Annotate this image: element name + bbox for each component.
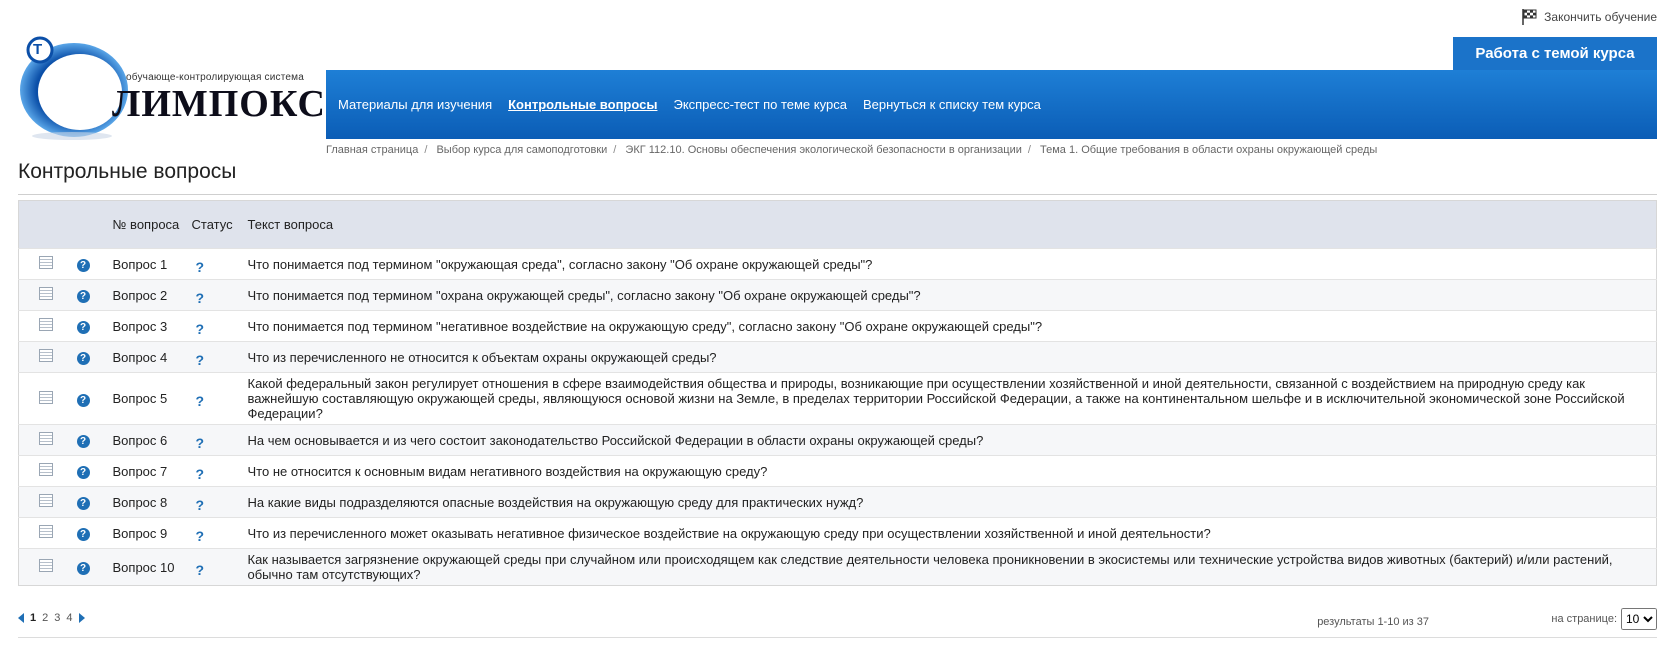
status-cell <box>186 549 242 586</box>
question-text[interactable]: Что понимается под термином "охрана окружающей среды", согласно закону "Об охране окружающей среды"? <box>242 280 1657 311</box>
status-cell <box>186 342 242 373</box>
help-cell <box>69 518 107 549</box>
view-question-icon[interactable] <box>39 256 53 269</box>
nav-study-materials[interactable]: Материалы для изучения <box>338 97 493 112</box>
question-number: Вопрос 7 <box>107 456 186 487</box>
view-question-icon[interactable] <box>39 525 53 538</box>
question-text[interactable]: Какой федеральный закон регулирует отношения в сфере взаимодействия общества и природы, возникающие при осуществлении хозяйственной и иной деятельности, связанной с воздействием на природную среду как важнейшую составляющую окружающей среды, являющуюся основой жизни на Земле, в пределах территории Российской Федерации, а также на континентальном шельфе и в исключительной экономической зоне Российской Федерации? <box>242 373 1657 425</box>
per-page-control <box>1551 608 1657 630</box>
question-number: Вопрос 8 <box>107 487 186 518</box>
view-question-icon[interactable] <box>39 463 53 476</box>
table-row <box>19 342 1657 373</box>
help-icon[interactable]: ? <box>77 435 90 448</box>
view-cell <box>19 373 69 425</box>
question-text[interactable]: Как называется загрязнение окружающей среды при случайном или происходящем как следствие деятельности человека проникновении в экосистемы или технические устройства видов животных (бактерий) и/или растений, обычно там отсутствующих? <box>242 549 1657 586</box>
view-cell <box>19 249 69 280</box>
table-row <box>19 549 1657 586</box>
help-icon[interactable]: ? <box>77 562 90 575</box>
status-unanswered-icon: ? <box>195 561 205 578</box>
view-question-icon[interactable] <box>39 432 53 445</box>
status-unanswered-icon: ? <box>195 320 205 337</box>
status-unanswered-icon: ? <box>195 393 205 409</box>
breadcrumb-home[interactable]: Главная страница <box>326 144 419 156</box>
table-row <box>19 280 1657 311</box>
question-text[interactable]: Что понимается под термином "негативное воздействие на окружающую среду", согласно закону "Об охране окружающей среды"? <box>242 311 1657 342</box>
bottom-divider <box>18 637 1657 638</box>
help-cell <box>69 342 107 373</box>
help-cell <box>69 487 107 518</box>
view-cell <box>19 518 69 549</box>
help-icon[interactable]: ? <box>77 352 90 365</box>
prev-page-icon[interactable] <box>18 613 24 623</box>
header-help-col <box>69 201 107 249</box>
table-row <box>19 249 1657 280</box>
question-number: Вопрос 9 <box>107 518 186 549</box>
status-cell <box>186 311 242 342</box>
table-row <box>19 456 1657 487</box>
view-cell <box>19 456 69 487</box>
view-question-icon[interactable] <box>39 349 53 362</box>
question-number: Вопрос 4 <box>107 342 186 373</box>
table-row <box>19 518 1657 549</box>
question-number: Вопрос 5 <box>107 373 186 425</box>
results-count: результаты 1-10 из 37 <box>1317 616 1429 628</box>
status-cell <box>186 280 242 311</box>
view-cell <box>19 549 69 586</box>
header-text: Текст вопроса <box>242 201 1657 249</box>
question-text[interactable]: На какие виды подразделяются опасные воздействия на окружающую среду для практических нужд? <box>242 487 1657 518</box>
view-question-icon[interactable] <box>39 287 53 300</box>
help-cell <box>69 311 107 342</box>
breadcrumb-separator: / <box>424 144 428 156</box>
question-text[interactable]: Что из перечисленного может оказывать негативное физическое воздействие на окружающую среду при осуществлении хозяйственной и иной деятельности? <box>242 518 1657 549</box>
title-divider <box>18 194 1657 195</box>
logo-letter: Т <box>33 41 43 58</box>
breadcrumb-course-select[interactable]: Выбор курса для самоподготовки <box>436 144 608 156</box>
question-number: Вопрос 1 <box>107 249 186 280</box>
help-cell <box>69 280 107 311</box>
status-unanswered-icon: ? <box>195 289 205 306</box>
status-unanswered-icon: ? <box>195 351 205 368</box>
help-icon[interactable]: ? <box>77 321 90 334</box>
question-text[interactable]: Что из перечисленного не относится к объектам охраны окружающей среды? <box>242 342 1657 373</box>
help-icon[interactable]: ? <box>77 394 90 407</box>
question-number: Вопрос 2 <box>107 280 186 311</box>
status-cell <box>186 518 242 549</box>
nav-back-to-topics[interactable]: Вернуться к списку тем курса <box>862 97 1041 112</box>
help-icon[interactable]: ? <box>77 528 90 541</box>
help-cell <box>69 425 107 456</box>
status-cell <box>186 487 242 518</box>
view-cell <box>19 487 69 518</box>
status-cell <box>186 456 242 487</box>
nav-express-test[interactable]: Экспресс-тест по теме курса <box>673 97 847 112</box>
logo-subtitle: обучающе-контролирующая система <box>126 72 305 83</box>
view-cell <box>19 280 69 311</box>
page-title: Контрольные вопросы <box>18 160 237 183</box>
finish-training-link[interactable] <box>1520 8 1657 26</box>
header-view-col <box>19 201 69 249</box>
view-question-icon[interactable] <box>39 318 53 331</box>
breadcrumb-topic: Тема 1. Общие требования в области охраны окружающей среды <box>1040 144 1378 156</box>
view-cell <box>19 311 69 342</box>
question-text[interactable]: Что понимается под термином "окружающая среда", согласно закону "Об охране окружающей среды"? <box>242 249 1657 280</box>
finish-training-label: Закончить обучение <box>1544 10 1657 24</box>
status-cell <box>186 373 242 425</box>
page-link-1[interactable]: 1 <box>30 612 37 624</box>
main-nav <box>326 70 1657 139</box>
header-number: № вопроса <box>107 201 186 249</box>
question-number: Вопрос 10 <box>107 549 186 586</box>
table-header-row <box>19 201 1657 249</box>
pagination <box>18 612 85 624</box>
question-text[interactable]: Что не относится к основным видам негативного воздействия на окружающую среду? <box>242 456 1657 487</box>
view-question-icon[interactable] <box>39 559 53 572</box>
table-row <box>19 311 1657 342</box>
next-page-icon[interactable] <box>79 613 85 623</box>
table-row <box>19 425 1657 456</box>
view-question-icon[interactable] <box>39 494 53 507</box>
help-icon[interactable]: ? <box>77 290 90 303</box>
status-unanswered-icon: ? <box>195 527 205 544</box>
table-row <box>19 373 1657 425</box>
view-question-icon[interactable] <box>39 391 53 404</box>
checkered-flag-icon <box>1520 8 1540 26</box>
help-icon[interactable]: ? <box>77 259 90 272</box>
breadcrumb-separator: / <box>613 144 617 156</box>
course-topic-tab[interactable]: Работа с темой курса <box>1453 37 1657 70</box>
logo-name: ЛИМПОКС <box>112 83 326 125</box>
question-number: Вопрос 3 <box>107 311 186 342</box>
per-page-select[interactable] <box>1621 608 1657 630</box>
page-link-3[interactable]: 3 <box>54 612 61 624</box>
nav-control-questions[interactable]: Контрольные вопросы <box>508 97 658 112</box>
status-cell <box>186 249 242 280</box>
status-unanswered-icon: ? <box>195 258 205 275</box>
view-cell <box>19 425 69 456</box>
status-cell <box>186 425 242 456</box>
questions-table <box>18 200 1657 586</box>
status-unanswered-icon: ? <box>195 465 205 482</box>
question-text[interactable]: На чем основывается и из чего состоит законодательство Российской Федерации в области охраны окружающей среды? <box>242 425 1657 456</box>
status-unanswered-icon: ? <box>195 496 205 513</box>
table-row <box>19 487 1657 518</box>
help-cell <box>69 549 107 586</box>
breadcrumb-separator: / <box>1027 144 1031 156</box>
page-link-4[interactable]: 4 <box>66 612 73 624</box>
page-link-2[interactable]: 2 <box>42 612 49 624</box>
help-icon[interactable]: ? <box>77 466 90 479</box>
breadcrumb <box>326 144 1377 156</box>
help-icon[interactable]: ? <box>77 497 90 510</box>
help-cell <box>69 456 107 487</box>
per-page-label: на странице: <box>1551 613 1617 625</box>
breadcrumb-course[interactable]: ЭКГ 112.10. Основы обеспечения экологической безопасности в организации <box>625 144 1022 156</box>
view-cell <box>19 342 69 373</box>
help-cell <box>69 373 107 425</box>
header-status: Статус <box>186 201 242 249</box>
question-number: Вопрос 6 <box>107 425 186 456</box>
status-unanswered-icon: ? <box>195 434 205 451</box>
help-cell <box>69 249 107 280</box>
